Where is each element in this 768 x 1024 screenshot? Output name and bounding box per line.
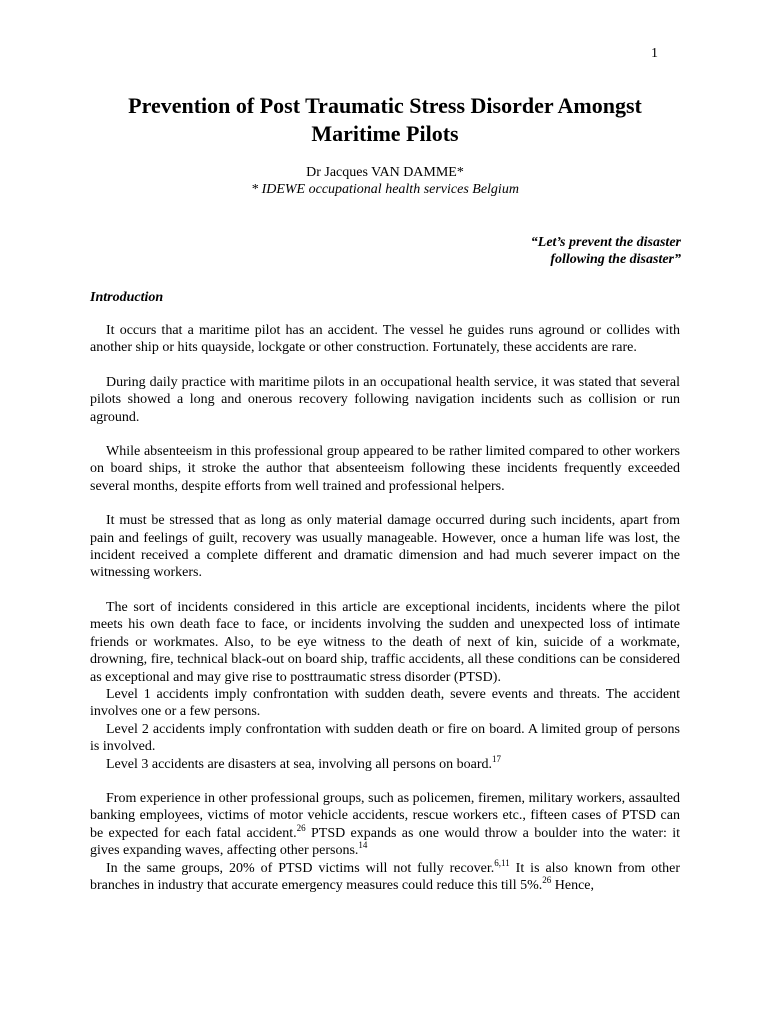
- author-name: Dr Jacques VAN DAMME*: [306, 165, 464, 180]
- citation-superscript: 26: [542, 874, 552, 885]
- page-number: 1: [651, 46, 658, 61]
- document-title: Prevention of Post Traumatic Stress Disorder Amongst Maritime Pilots: [128, 93, 642, 146]
- paragraph: While absenteeism in this professional group appeared to be rather limited compared to other workers on board ships, it stroke the author that absenteeism following these incidents frequently exceeded several months, despite efforts from well trained and professional helpers.: [90, 444, 680, 494]
- paragraph: It must be stressed that as long as only material damage occurred during such incidents, apart from pain and feelings of guilt, recovery was usually manageable. However, once a human life was lost, the incident received a complete different and dramatic dimension and had much severer impact on the witnessing workers.: [90, 513, 680, 581]
- epigraph-line: “Let’s prevent the disaster: [530, 235, 681, 250]
- paragraph: During daily practice with maritime pilots in an occupational health service, it was stated that several pilots showed a long and onerous recovery following navigation incidents such as collision or run aground.: [90, 374, 680, 425]
- citation-superscript: 6,11: [494, 857, 510, 868]
- citation-superscript: 17: [492, 753, 502, 764]
- paragraph-text: It is also known from other branches in industry that accurate emergency measures could reduce this till 5%.: [90, 860, 680, 893]
- paragraph-text: Hence,: [551, 877, 595, 893]
- paragraph: [90, 753, 680, 773]
- epigraph-line: following the disaster”: [550, 252, 681, 268]
- author-affiliation: * IDEWE occupational health services Belgium: [251, 182, 519, 197]
- paragraph: Level 2 accidents imply confrontation with sudden death or fire on board. A limited group of persons is involved.: [90, 721, 680, 755]
- paragraph: [90, 857, 680, 895]
- epigraph-quote: [531, 234, 681, 269]
- paragraph: The sort of incidents considered in this article are exceptional incidents, incidents where the pilot meets his own death face to face, or incidents involving the sudden and unexpected loss of intimate friends or workmates. Also, to be eye witness to the death of next of kin, suicide of a workmate, drowning, fire, technical black-out on board ship, traffic accidents, all these conditions can be considered as exceptional and may give rise to posttraumatic stress disorder (PTSD).: [90, 599, 680, 685]
- paragraph-text: Level 3 accidents are disasters at sea, involving all persons on board.: [106, 756, 493, 772]
- citation-superscript: 14: [358, 840, 368, 851]
- paragraph: [90, 790, 680, 860]
- paragraph-text: In the same groups, 20% of PTSD victims will not fully recover.: [106, 860, 495, 876]
- citation-superscript: 26: [296, 822, 306, 833]
- body-text: [90, 322, 680, 894]
- paragraph-text: From experience in other professional groups, such as policemen, firemen, military workers, assaulted banking employees, victims of motor vehicle accidents, rescue workers etc., fifteen cases of PTSD can be expected for each fatal accident.: [90, 790, 680, 841]
- paragraph-text: PTSD expands as one would throw a boulder into the water: it gives expanding waves, affecting other persons.: [90, 825, 680, 859]
- section-heading: Introduction: [90, 290, 164, 305]
- paragraph: Level 1 accidents imply confrontation with sudden death, severe events and threats. The accident involves one or a few persons.: [90, 686, 680, 720]
- paragraph: It occurs that a maritime pilot has an accident. The vessel he guides runs aground or collides with another ship or hits quayside, lockgate or other construction. Fortunately, these accidents are rare.: [90, 323, 680, 356]
